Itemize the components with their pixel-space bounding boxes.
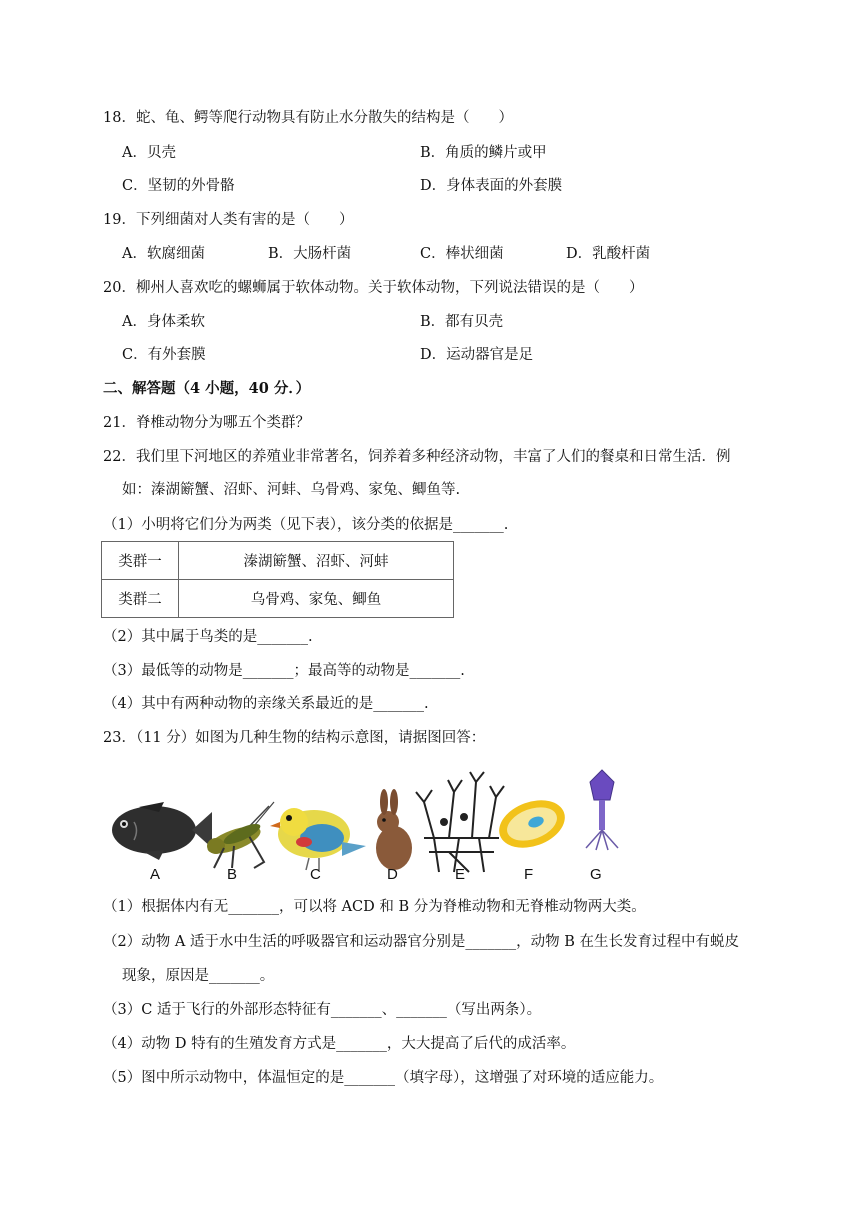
figure-label-f: F [524, 866, 534, 883]
section-heading: 二、解答题（4 小题，40 分．） [103, 380, 311, 397]
q18-option-b: B．角质的鳞片或甲 [420, 145, 547, 161]
q19-option-b: B．大肠杆菌 [268, 246, 352, 262]
q19-option-a: A．软腐细菌 [122, 246, 205, 262]
q20-option-b: B．都有贝壳 [420, 314, 504, 330]
q22-sub1: （1）小明将它们分为两类（见下表），该分类的依据是_______. [103, 517, 509, 533]
figure-label-b: B [227, 866, 238, 883]
q21-stem: 21．脊椎动物分为哪五个类群？ [103, 415, 310, 431]
q22-sub2: （2）其中属于鸟类的是_______. [103, 629, 313, 645]
q18-option-d: D．身体表面的外套膜 [420, 178, 563, 194]
q19-option-c: C．棒状细菌 [420, 246, 504, 262]
q19-option-d: D．乳酸杆菌 [566, 246, 651, 262]
q23-sub2-line2: 现象，原因是_______。 [122, 968, 275, 984]
q20-option-c: C．有外套膜 [122, 347, 206, 363]
table-row-value: 溱湖簖蟹、沼虾、河蚌 [179, 542, 454, 580]
organisms-figure [104, 762, 624, 887]
q18-option-a: A．贝壳 [122, 145, 176, 161]
q22-sub4: （4）其中有两种动物的亲缘关系最近的是_______. [103, 696, 429, 712]
bird-illustration [270, 808, 366, 870]
figure-label-a: A [150, 866, 161, 883]
q20-option-d: D．运动器官是足 [420, 347, 534, 363]
q23-stem: 23．（11 分）如图为几种生物的结构示意图，请据图回答： [103, 730, 486, 746]
fish-illustration [112, 802, 212, 860]
table-row [102, 580, 454, 618]
cell-illustration [493, 792, 572, 857]
rabbit-illustration [376, 789, 412, 870]
q22-sub3: （3）最低等的动物是_______；最高等的动物是_______. [103, 663, 465, 679]
table-row-label: 类群一 [102, 542, 179, 580]
q20-option-a: A．身体柔软 [122, 314, 205, 330]
q18-stem: 18．蛇、龟、鳄等爬行动物具有防止水分散失的结构是（ ） [103, 110, 513, 126]
classification-table [101, 541, 454, 618]
q23-sub3: （3）C 适于飞行的外部形态特征有_______、_______（写出两条）。 [103, 1002, 542, 1018]
q18-option-c: C．坚韧的外骨骼 [122, 178, 235, 194]
q20-stem: 20．柳州人喜欢吃的螺蛳属于软体动物。关于软体动物，下列说法错误的是（ ） [103, 280, 644, 296]
q23-sub1: （1）根据体内有无_______，可以将 ACD 和 B 分为脊椎动物和无脊椎动物两大类。 [103, 899, 646, 915]
figure-label-d: D [387, 866, 398, 883]
q23-sub4: （4）动物 D 特有的生殖发育方式是_______，大大提高了后代的成活率。 [103, 1036, 576, 1052]
virus-illustration [586, 770, 618, 850]
q22-stem-line2: 如：溱湖簖蟹、沼虾、河蚌、乌骨鸡、家兔、鲫鱼等. [122, 482, 461, 498]
q23-sub5: （5）图中所示动物中，体温恒定的是_______（填字母），这增强了对环境的适应能力。 [103, 1070, 664, 1086]
figure-label-e: E [455, 866, 466, 883]
table-row [102, 542, 454, 580]
figure-label-g: G [590, 866, 602, 883]
grasshopper-illustration [204, 802, 274, 868]
q22-stem-line1: 22．我们里下河地区的养殖业非常著名，饲养着多种经济动物，丰富了人们的餐桌和日常生活．例 [103, 449, 731, 465]
mold-illustration [416, 772, 504, 872]
table-row-label: 类群二 [102, 580, 179, 618]
table-row-value: 乌骨鸡、家兔、鲫鱼 [179, 580, 454, 618]
q23-sub2-line1: （2）动物 A 适于水中生活的呼吸器官和运动器官分别是_______，动物 B 在生长发育过程中有蜕皮 [103, 934, 740, 950]
q19-stem: 19．下列细菌对人类有害的是（ ） [103, 212, 354, 228]
figure-label-c: C [310, 866, 321, 883]
